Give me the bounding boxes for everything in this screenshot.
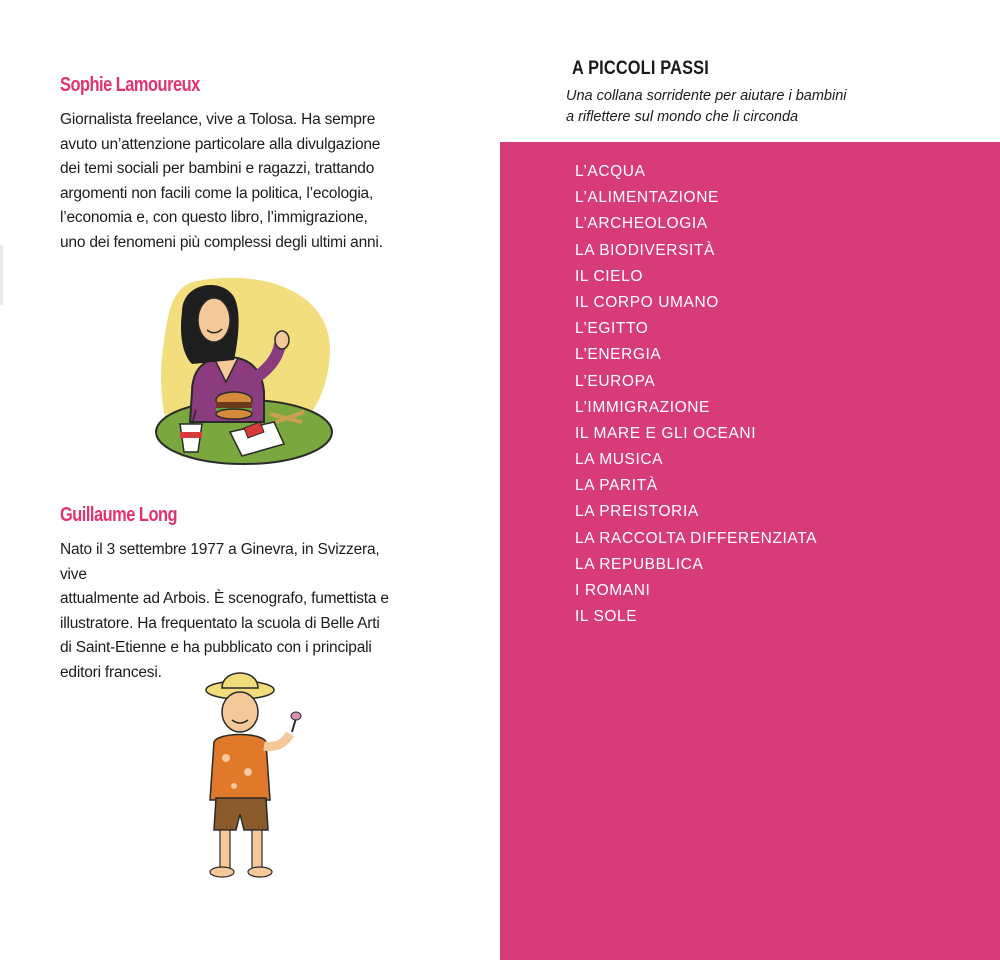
author-name-guillaume: Guillaume Long [60,504,178,526]
bio-line: argomenti non facili come la politica, l’ecologia, [60,184,374,202]
woman-eating-burger-illustration [152,272,342,472]
series-panel [500,142,1000,960]
subtitle-line: Una collana sorridente per aiutare i bambini [566,88,847,104]
author-bio-sophie [60,108,410,255]
book-list-item: L’ACQUA [575,163,646,180]
series-title: A PICCOLI PASSI [572,58,709,79]
bio-line: illustratore. Ha frequentato la scuola di Belle Arti [60,614,380,632]
bio-line: Giornalista freelance, vive a Tolosa. Ha sempre [60,111,376,128]
bio-line: attualmente ad Arbois. È scenografo, fumettista e [60,590,389,607]
bio-line: l’economia e, con questo libro, l’immigrazione, [60,209,368,226]
book-list-item: L’IMMIGRAZIONE [575,398,710,416]
page-edge-mark [0,245,3,305]
book-list [575,159,817,630]
book-list-item: L’ENERGIA [575,346,662,364]
author-name-sophie: Sophie Lamoureux [60,74,200,96]
book-list-item: IL SOLE [575,608,638,626]
bio-line: dei temi sociali per bambini e ragazzi, trattando [60,160,375,177]
bio-line: uno dei fenomeni più complessi degli ultimi anni. [60,233,383,251]
man-with-hat-illustration [196,660,316,890]
book-list-item: L’EUROPA [575,372,656,390]
bio-line: Nato il 3 settembre 1977 a Ginevra, in Svizzera, vive [60,541,380,583]
bio-line: avuto un’attenzione particolare alla divulgazione [60,135,381,153]
book-list-item: LA REPUBBLICA [575,555,704,573]
book-list-item: IL CIELO [575,267,643,285]
right-page [500,0,1000,960]
book-list-item: IL CORPO UMANO [575,293,719,311]
book-list-item: L’ARCHEOLOGIA [575,215,708,233]
book-list-item: L’EGITTO [575,320,649,338]
book-list-item: L’ALIMENTAZIONE [575,189,719,207]
subtitle-line: a riflettere sul mondo che li circonda [566,109,799,125]
book-list-item: LA BIODIVERSITÀ [575,241,715,259]
book-list-item: IL MARE E GLI OCEANI [575,424,757,442]
book-list-item: LA MUSICA [575,451,664,469]
book-list-item: I ROMANI [575,582,651,599]
book-list-item: LA RACCOLTA DIFFERENZIATA [575,529,818,547]
bio-line: editori francesi. [60,663,162,681]
series-subtitle [566,86,926,128]
bio-line: di Saint-Etienne e ha pubblicato con i principali [60,639,372,656]
book-list-item: LA PREISTORIA [575,503,699,521]
book-list-item: LA PARITÀ [575,477,658,495]
